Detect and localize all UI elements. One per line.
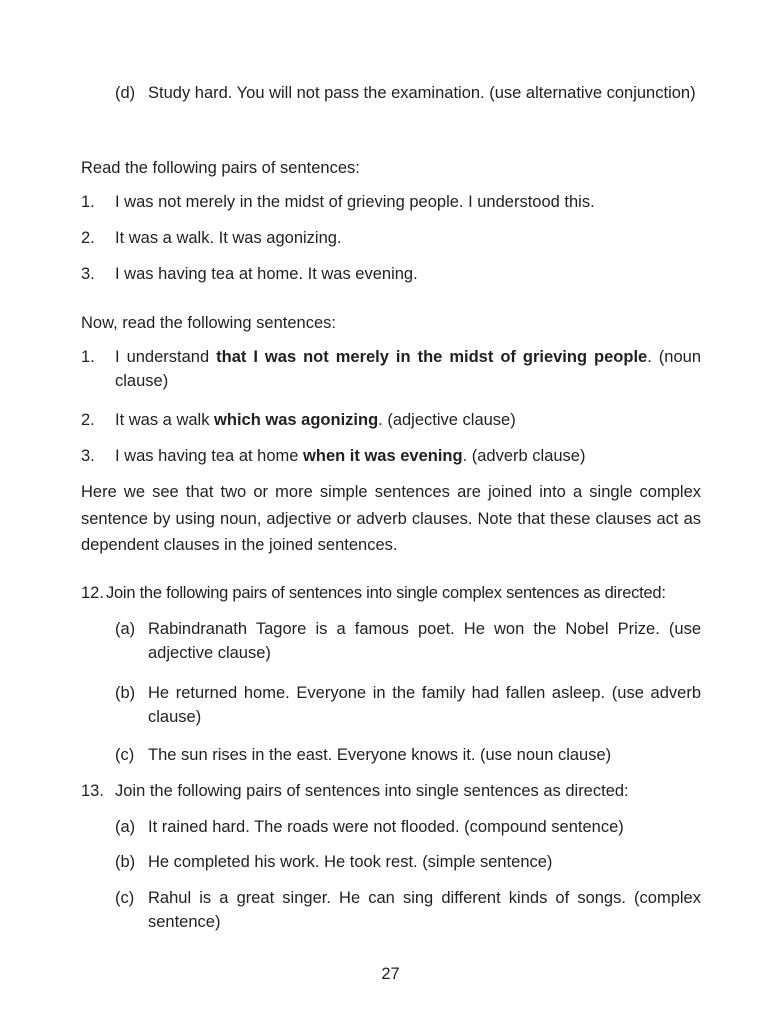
- joined-text-bold: that I was not merely in the midst of grieving people: [216, 348, 648, 366]
- joined-text-before: I was having tea at home: [115, 447, 304, 465]
- joined-text-before: I understand: [115, 348, 217, 366]
- item-label: (a): [115, 818, 136, 836]
- q13-item-a: [115, 815, 701, 839]
- q12-item-a: [115, 617, 701, 665]
- question-12: [81, 581, 701, 605]
- pair-label: 3.: [81, 265, 95, 283]
- pair-text: I was not merely in the midst of grieving people. I understood this.: [115, 193, 595, 211]
- item-text: He returned home. Everyone in the family had fallen asleep. (use adverb clause): [148, 684, 701, 726]
- question-text: Join the following pairs of sentences into single sentences as directed:: [115, 782, 629, 800]
- item-label: (c): [115, 889, 135, 907]
- pair-1: [81, 190, 701, 214]
- pair-label: 1.: [81, 193, 95, 211]
- item-label: (c): [115, 746, 135, 764]
- exercise-item-d: [115, 81, 701, 105]
- item-text: The sun rises in the east. Everyone knows it. (use noun clause): [148, 746, 612, 764]
- item-label: (b): [115, 853, 136, 871]
- pair-2: [81, 226, 701, 250]
- pair-text: I was having tea at home. It was evening.: [115, 265, 418, 283]
- item-text: Rahul is a great singer. He can sing different kinds of songs. (complex sentence): [148, 889, 701, 931]
- pair-text: It was a walk. It was agonizing.: [115, 229, 342, 247]
- item-label: (d): [115, 84, 136, 102]
- joined-label: 2.: [81, 411, 95, 429]
- joined-text-bold: when it was evening: [303, 447, 463, 465]
- joined-text-bold: which was agonizing: [214, 411, 379, 429]
- item-text: Rabindranath Tagore is a famous poet. He won the Nobel Prize. (use adjective clause): [148, 620, 701, 662]
- joined-label: 1.: [81, 348, 95, 366]
- joined-text-after: . (adverb clause): [462, 447, 586, 465]
- question-text: Join the following pairs of sentences into single complex sentences as directed:: [106, 584, 666, 602]
- joined-text-after: . (noun clause): [115, 348, 701, 390]
- item-text: Study hard. You will not pass the examination. (use alternative conjunction): [148, 84, 696, 102]
- question-label: 13.: [81, 782, 104, 800]
- q13-item-b: [115, 850, 701, 874]
- q13-item-c: [115, 886, 701, 934]
- q12-item-c: [115, 743, 701, 767]
- explanation-paragraph: Here we see that two or more simple sentences are joined into a single complex sentence by using noun, adjective or adverb clauses. Note that these clauses act as dependent clauses in the joined sentences.: [81, 483, 701, 554]
- item-label: (a): [115, 620, 136, 638]
- joined-3: [81, 444, 701, 468]
- item-text: He completed his work. He took rest. (simple sentence): [148, 853, 553, 871]
- pair-3: [81, 262, 701, 286]
- joined-text-before: It was a walk: [115, 411, 215, 429]
- joined-2: [81, 408, 701, 432]
- joined-label: 3.: [81, 447, 95, 465]
- q12-item-b: [115, 681, 701, 729]
- question-label: 12.: [81, 584, 104, 602]
- joined-1: [81, 345, 701, 393]
- item-text: It rained hard. The roads were not flooded. (compound sentence): [148, 818, 624, 836]
- joined-text-after: . (adjective clause): [378, 411, 516, 429]
- question-13: [81, 779, 701, 803]
- pair-label: 2.: [81, 229, 95, 247]
- intro-joined: Now, read the following sentences:: [81, 314, 336, 332]
- item-label: (b): [115, 684, 136, 702]
- intro-pairs: Read the following pairs of sentences:: [81, 159, 360, 177]
- page-number: 27: [381, 965, 400, 983]
